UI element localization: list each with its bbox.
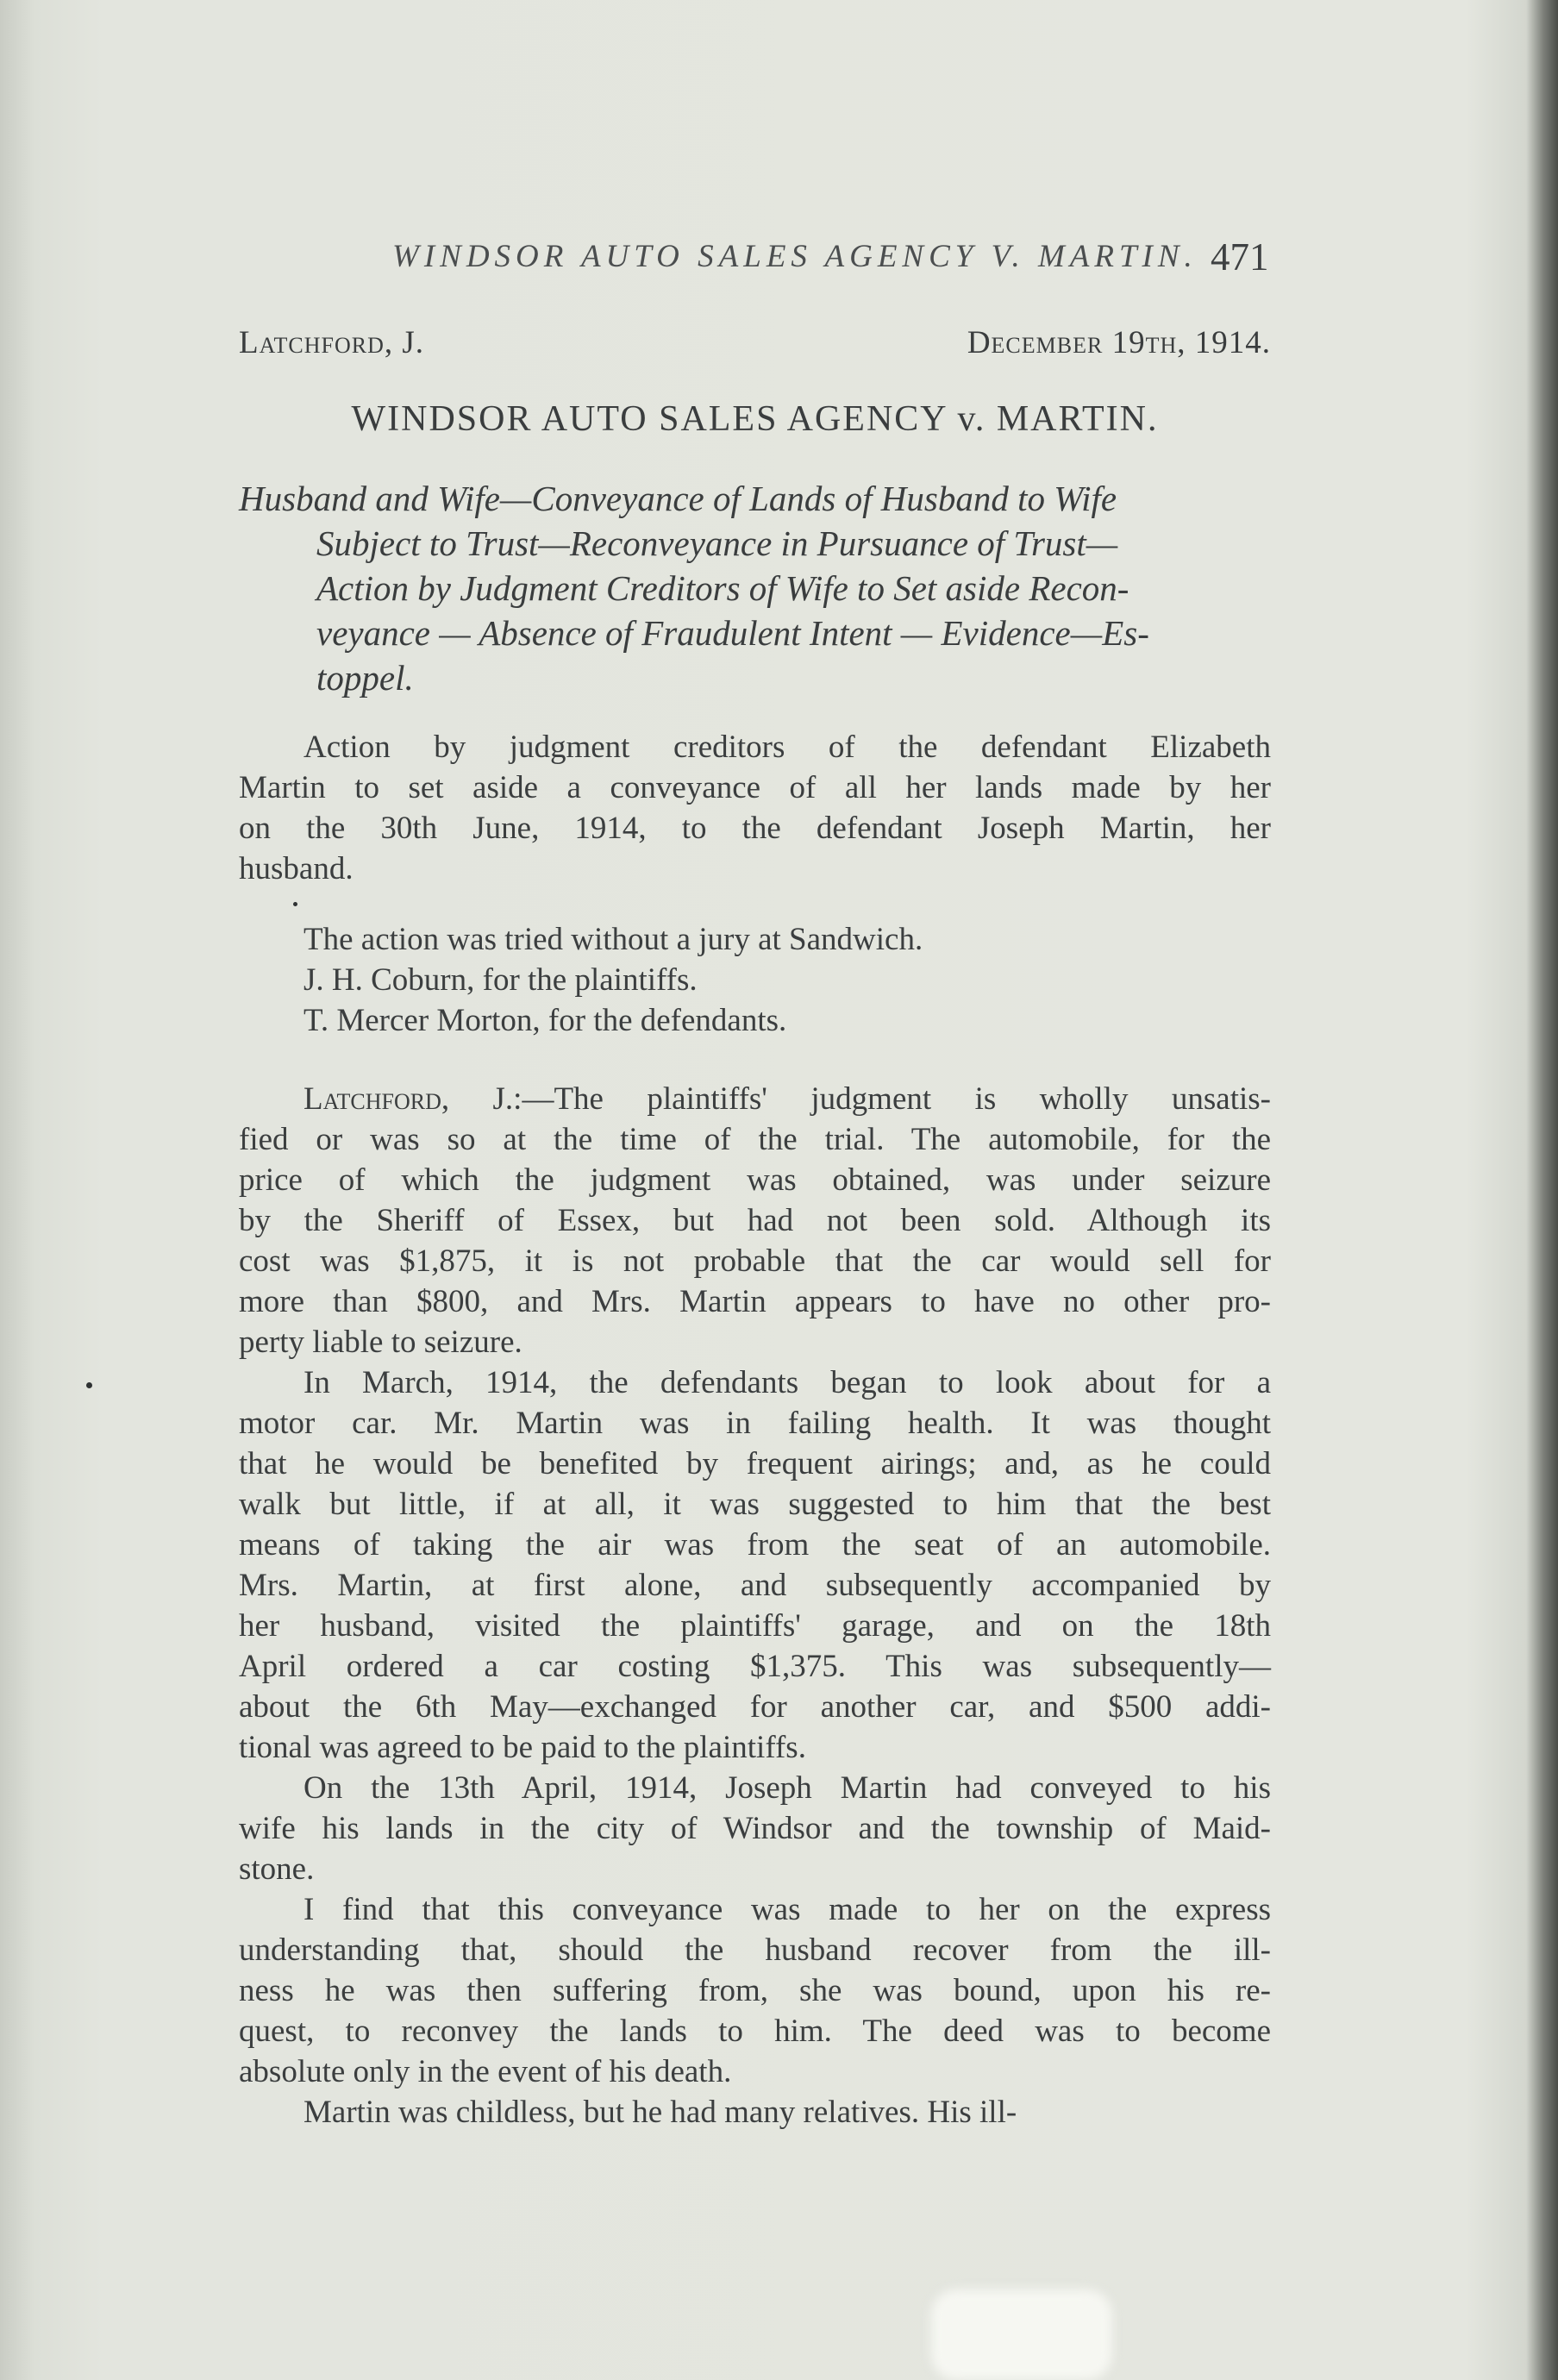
opinion-author: Latchford, J. <box>303 1081 514 1117</box>
text-line: tional was agreed to be paid to the plaintiffs. <box>239 1730 806 1765</box>
text-line: walk but little, if at all, it was suggested to him that the best <box>239 1487 1271 1522</box>
text-line: by the Sheriff of Essex, but had not been sold. Although its <box>239 1203 1271 1238</box>
text-line: perty liable to seizure. <box>239 1325 522 1360</box>
text-line: understanding that, should the husband recover from the ill- <box>239 1932 1271 1968</box>
case-title: WINDSOR AUTO SALES AGENCY v. MARTIN. <box>351 399 1159 439</box>
text-line: means of taking the air was from the seat of an automobile. <box>239 1527 1271 1563</box>
headnote-line: Husband and Wife—Conveyance of Lands of Husband to Wife <box>239 479 1117 518</box>
text-line: wife his lands in the city of Windsor and the township of Maid- <box>239 1811 1271 1846</box>
decision-date: December 19th, 1914. <box>967 325 1271 360</box>
text-line: In March, 1914, the defendants began to look about for a <box>303 1365 1271 1400</box>
page-number: 471 <box>1211 235 1269 279</box>
text-line: absolute only in the event of his death. <box>239 2054 732 2089</box>
text-line: about the 6th May—exchanged for another car, and $500 addi- <box>239 1689 1271 1725</box>
text-line: Martin to set aside a conveyance of all her lands made by her <box>239 770 1271 805</box>
text-line: quest, to reconvey the lands to him. The deed was to become <box>239 2014 1271 2049</box>
trial-details <box>239 919 1271 1041</box>
judgment-text <box>239 1079 1271 2133</box>
paper-speck <box>86 1382 92 1388</box>
running-head: WINDSOR AUTO SALES AGENCY V. MARTIN. <box>392 239 1198 274</box>
defendants-counsel: T. Mercer Morton, for the defendants. <box>303 1003 787 1038</box>
trial-venue: The action was tried without a jury at Sandwich. <box>303 922 923 957</box>
text-line: Mrs. Martin, at first alone, and subsequently accompanied by <box>239 1568 1271 1603</box>
text-line: husband. <box>239 851 354 886</box>
text-line: that he would be benefited by frequent airings; and, as he could <box>239 1446 1271 1481</box>
paper-blemish <box>931 2289 1112 2380</box>
text-line: motor car. Mr. Martin was in failing health. It was thought <box>239 1406 1271 1441</box>
text-line: ness he was then suffering from, she was bound, upon his re- <box>239 1973 1271 2008</box>
text-line: fied or was so at the time of the trial. The automobile, for the <box>239 1122 1271 1157</box>
text-line: price of which the judgment was obtained, was under seizure <box>239 1162 1271 1198</box>
text-line: her husband, visited the plaintiffs' garage, and on the 18th <box>239 1608 1271 1644</box>
headnote-line: veyance — Absence of Fraudulent Intent — Evidence—Es- <box>316 613 1149 653</box>
headnote-line: toppel. <box>316 658 414 698</box>
headnote-line: Action by Judgment Creditors of Wife to Set aside Recon- <box>316 568 1129 608</box>
headnote-line: Subject to Trust—Reconveyance in Pursuance of Trust— <box>316 523 1118 563</box>
text-line: On the 13th April, 1914, Joseph Martin had conveyed to his <box>303 1770 1271 1806</box>
text-line: I find that this conveyance was made to her on the express <box>303 1892 1271 1927</box>
text-line: cost was $1,875, it is not probable that the car would sell for <box>239 1243 1271 1279</box>
text-line: Martin was childless, but he had many relatives. His ill- <box>303 2095 1017 2130</box>
text-line-rest: :—The plaintiffs' judgment is wholly unsatis- <box>513 1081 1271 1117</box>
headnote <box>239 476 1271 700</box>
text-line: Action by judgment creditors of the defendant Elizabeth <box>303 730 1271 765</box>
paper-speck <box>293 902 297 906</box>
text-line: on the 30th June, 1914, to the defendant Joseph Martin, her <box>239 811 1271 846</box>
text-line: April ordered a car costing $1,375. This was subsequently— <box>239 1649 1271 1684</box>
statement-of-action <box>239 727 1271 889</box>
plaintiffs-counsel: J. H. Coburn, for the plaintiffs. <box>303 962 698 998</box>
text-line <box>239 1079 1271 1119</box>
text-line: more than $800, and Mrs. Martin appears to have no other pro- <box>239 1284 1271 1319</box>
judge-name: Latchford, J. <box>239 325 424 360</box>
text-line: stone. <box>239 1851 315 1887</box>
